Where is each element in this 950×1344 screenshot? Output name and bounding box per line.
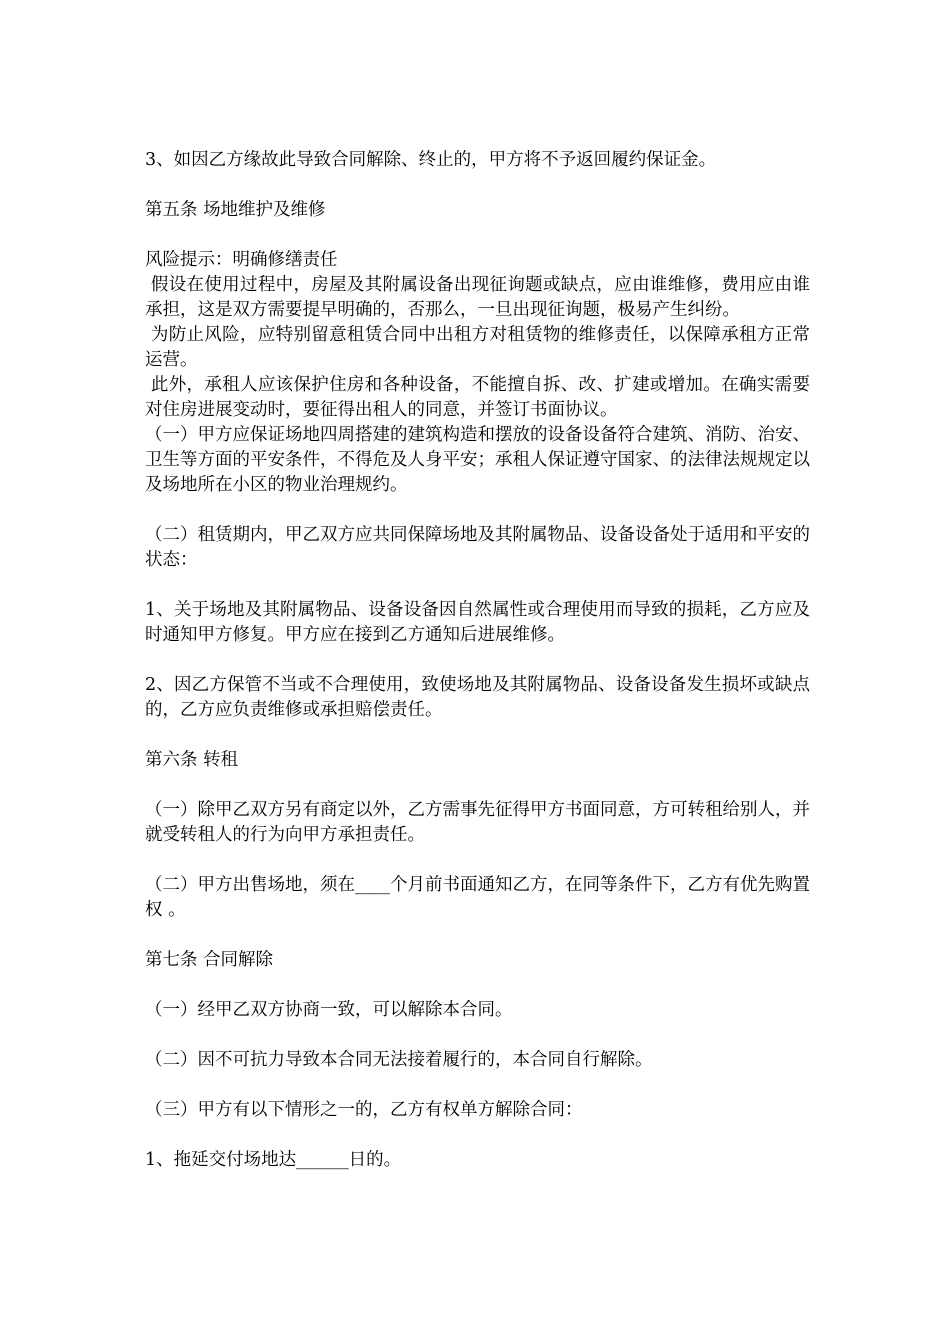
clause-text: （三）甲方有以下情形之一的，乙方有权单方解除合同：	[145, 1100, 583, 1120]
risk-tip-text: 假设在使用过程中，房屋及其附属设备出现征询题或缺点，应由谁维修，费用应由谁承担，这是双方需要提早明确的，否那么，一旦出现征询题，极易产生纠纷。	[145, 275, 810, 320]
section-heading: 第五条 场地维护及维修	[145, 200, 326, 220]
section-heading: 第七条 合同解除	[145, 950, 274, 970]
clause-text: 1、关于场地及其附属物品、设备设备因自然属性或合理使用而导致的损耗，乙方应及时通知甲方修复。甲方应在接到乙方通知后进展维修。	[145, 600, 810, 645]
clause-text: （二）租赁期内，甲乙双方应共同保障场地及其附属物品、设备设备处于适用和平安的状态：	[145, 525, 810, 570]
clause-text: 2、因乙方保管不当或不合理使用，致使场地及其附属物品、设备设备发生损坏或缺点的，乙方应负责维修或承担赔偿责任。	[145, 675, 810, 720]
clause-text: （一）甲方应保证场地四周搭建的建筑构造和摆放的设备设备符合建筑、消防、治安、卫生等方面的平安条件，不得危及人身平安；承租人保证遵守国家、的法律法规规定以及场地所在小区的物业治理规约。	[145, 425, 810, 495]
clause-text: （一）经甲乙双方协商一致，可以解除本合同。	[145, 1000, 513, 1020]
risk-tip-text: 此外，承租人应该保护住房和各种设备，不能擅自拆、改、扩建或增加。在确实需要对住房进展变动时，要征得出租人的同意，并签订书面协议。	[145, 375, 810, 420]
section-heading: 第六条 转租	[145, 750, 239, 770]
risk-tip-text: 为防止风险，应特别留意租赁合同中出租方对租赁物的维修责任，以保障承租方正常运营。	[145, 325, 810, 370]
clause-text: 3、如因乙方缘故此导致合同解除、终止的，甲方将不予返回履约保证金。	[145, 150, 717, 170]
clause-text: （二）因不可抗力导致本合同无法接着履行的，本合同自行解除。	[145, 1050, 653, 1070]
clause-text: （一）除甲乙双方另有商定以外，乙方需事先征得甲方书面同意，方可转租给别人，并就受转租人的行为向甲方承担责任。	[145, 800, 810, 845]
clause-text: （二）甲方出售场地，须在____个月前书面通知乙方，在同等条件下，乙方有优先购置权 。	[145, 875, 810, 920]
document-body	[145, 148, 810, 1173]
risk-tip-heading: 风险提示：明确修缮责任	[145, 250, 338, 270]
clause-text: 1、拖延交付场地达______日的。	[145, 1150, 402, 1170]
